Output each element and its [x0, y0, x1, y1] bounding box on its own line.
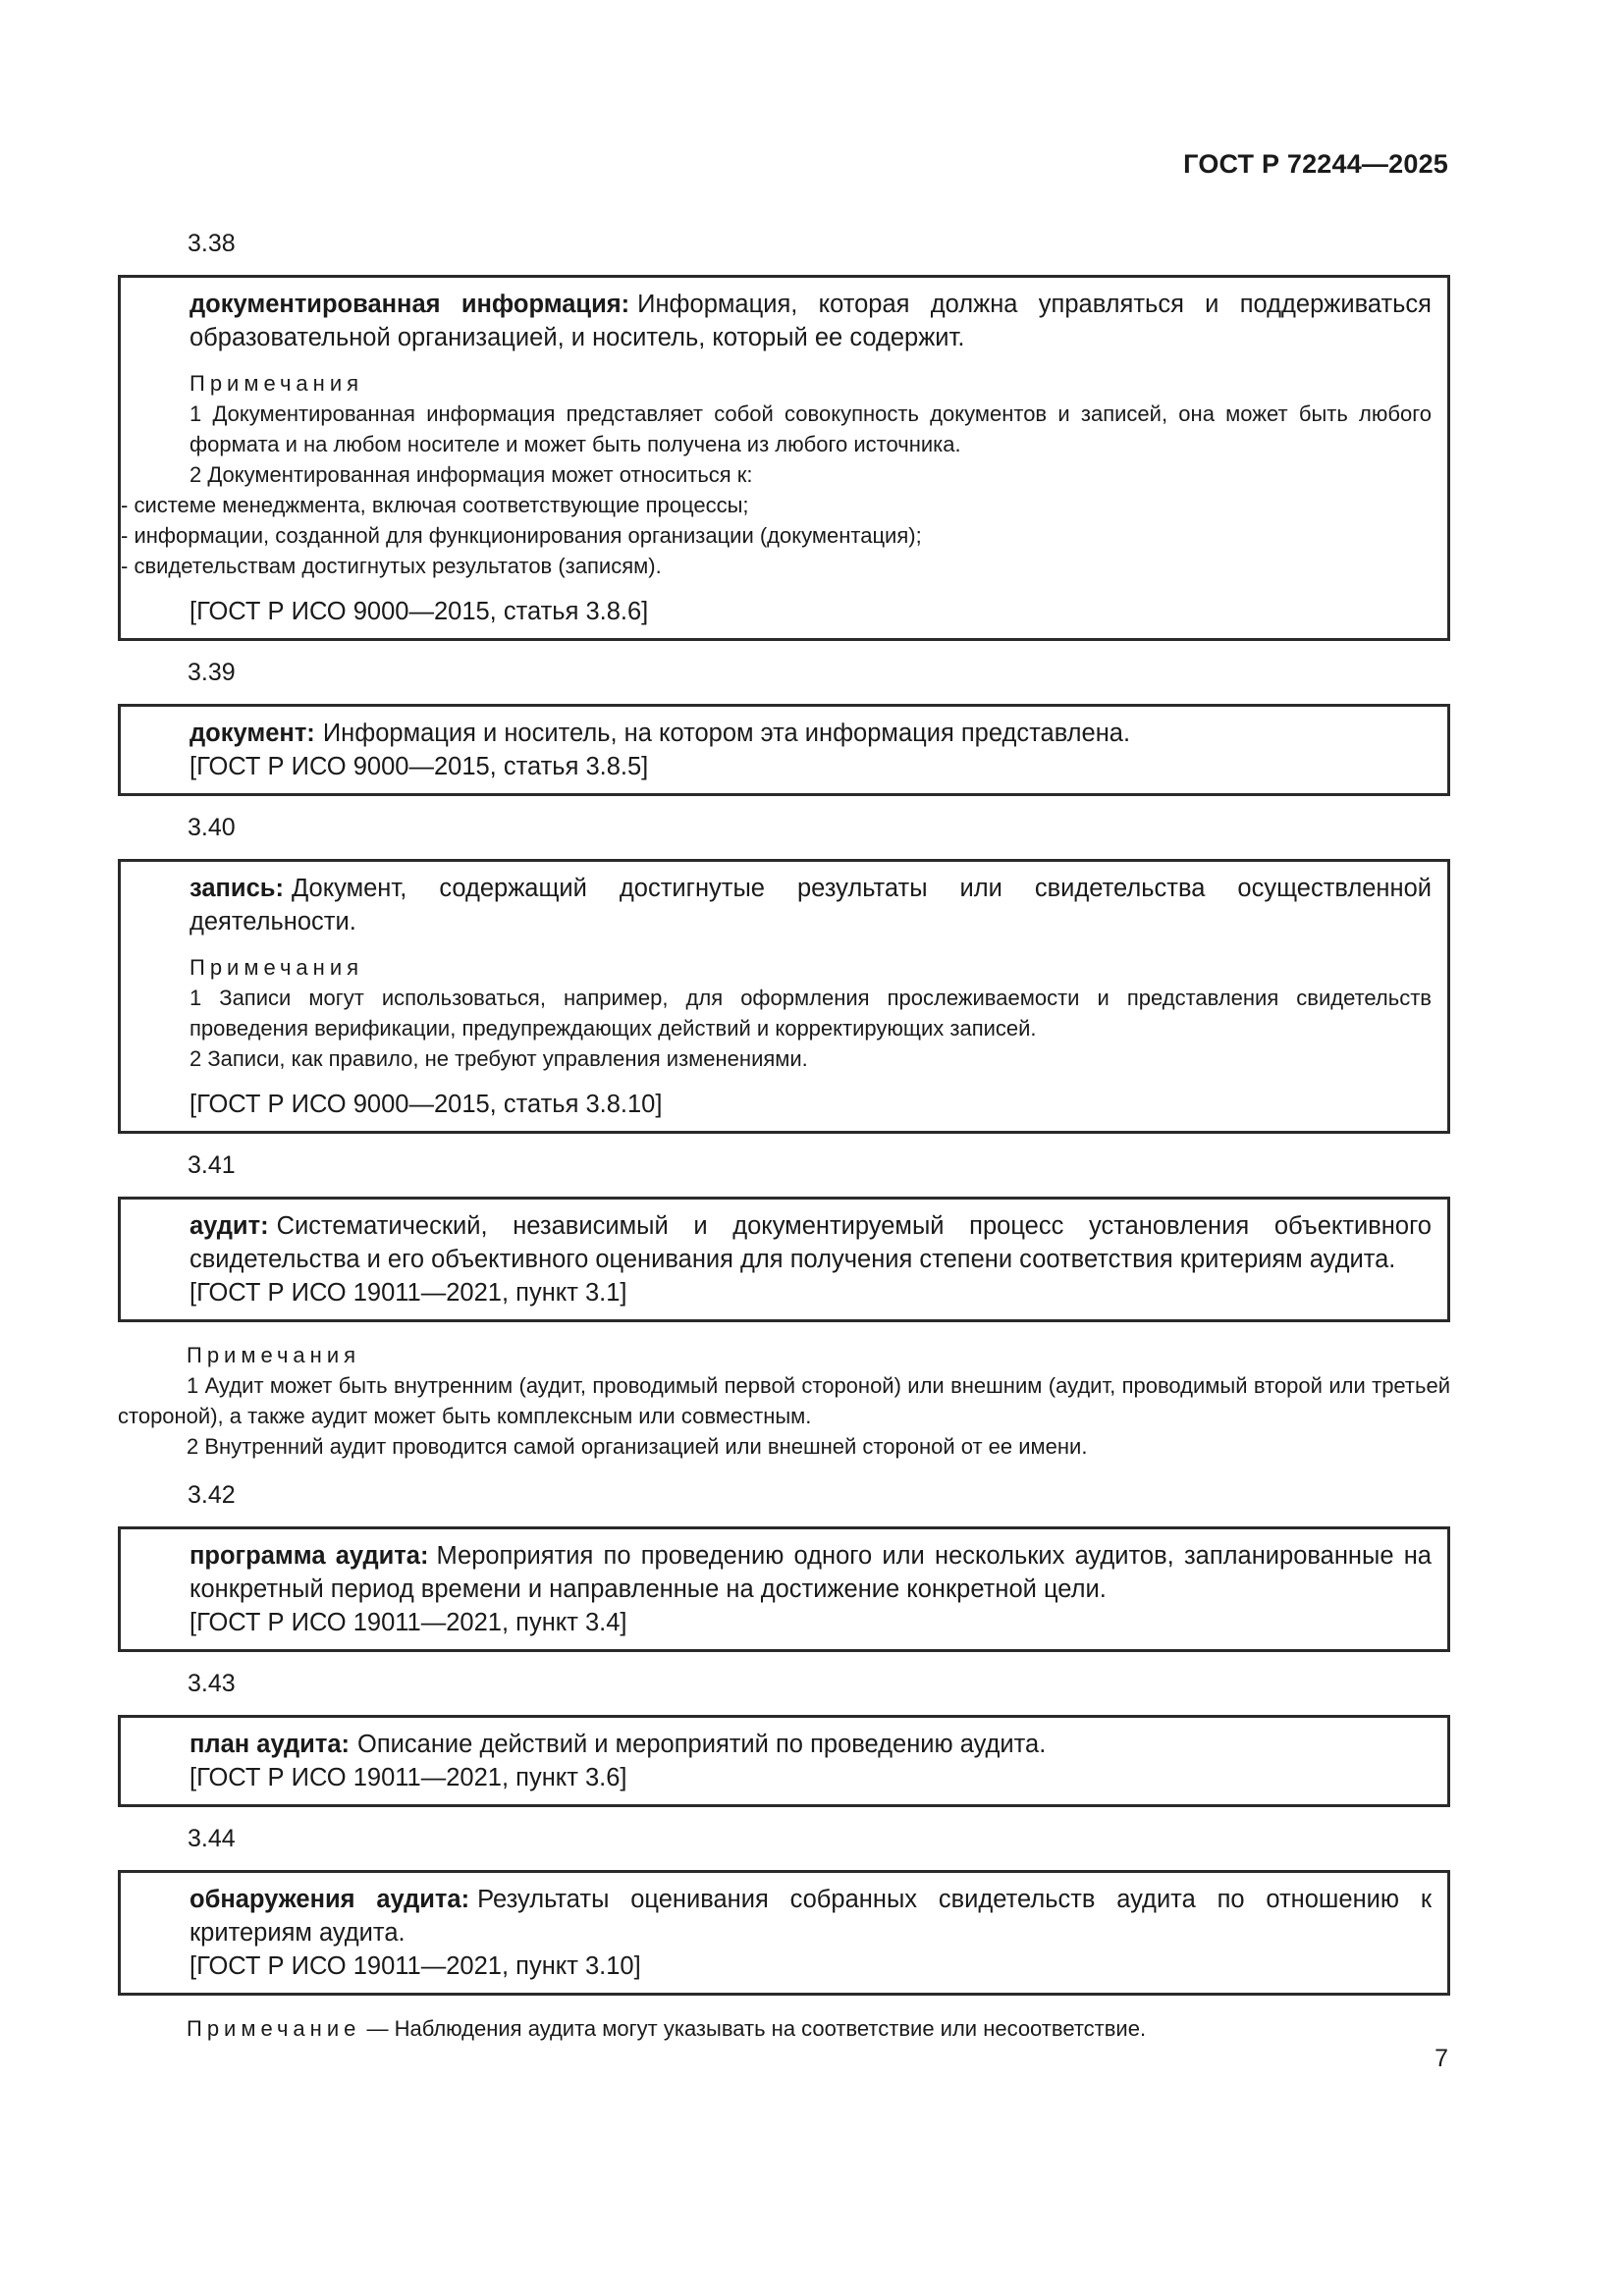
notes-title: Примечания [189, 955, 364, 980]
term-definition [189, 1209, 1432, 1276]
notes-block-outside [118, 1340, 1450, 1462]
term-definition [189, 717, 1432, 750]
term-number: 3.41 [188, 1151, 236, 1179]
term-number: 3.43 [188, 1670, 236, 1697]
term-number: 3.40 [188, 814, 236, 841]
source-reference: [ГОСТ Р ИСО 19011—2021, пункт 3.6] [189, 1764, 627, 1791]
term-box-3-39 [118, 704, 1450, 796]
term-definition [189, 1539, 1432, 1606]
document-body [118, 224, 1450, 2044]
definition-text: Систематический, независимый и документируемый процесс установления объективного свидетельства и его объективного оценивания для получения степени соответствия критериям аудита. [189, 1212, 1432, 1273]
term-definition [189, 872, 1432, 938]
term-name: документированная информация: [189, 291, 630, 318]
term-number: 3.38 [188, 230, 236, 257]
term-number: 3.39 [188, 659, 236, 686]
term-box-3-43 [118, 1715, 1450, 1807]
source-reference: [ГОСТ Р ИСО 9000—2015, статья 3.8.10] [189, 1091, 663, 1118]
source-reference: [ГОСТ Р ИСО 19011—2021, пункт 3.10] [189, 1952, 641, 1980]
notes-title: Примечания [187, 1343, 361, 1367]
final-note-text: — Наблюдения аудита могут указывать на соответствие или несоответствие. [366, 2016, 1147, 2041]
term-box-3-42 [118, 1526, 1450, 1652]
definition-text: Информация и носитель, на котором эта информация представлена. [322, 720, 1131, 747]
notes-block [121, 368, 1432, 581]
final-note-title: Примечание [187, 2016, 361, 2041]
definition-text: Мероприятия по проведению одного или нескольких аудитов, запланированные на конкретный период времени и направленные на достижение конкретной цели. [189, 1542, 1432, 1603]
term-box-3-41 [118, 1197, 1450, 1322]
source-reference: [ГОСТ Р ИСО 9000—2015, статья 3.8.5] [189, 753, 649, 780]
source-reference: [ГОСТ Р ИСО 9000—2015, статья 3.8.6] [189, 598, 649, 625]
term-box-3-44 [118, 1870, 1450, 1996]
note-list-item: - информации, созданной для функционирования организации (документация); [121, 523, 922, 548]
term-name: обнаружения аудита: [189, 1886, 470, 1913]
note-item: 2 Документированная информация может относиться к: [189, 462, 753, 487]
note-item: 2 Записи, как правило, не требуют управления изменениями. [189, 1046, 808, 1071]
note-item: 2 Внутренний аудит проводится самой организацией или внешней стороной от ее имени. [187, 1434, 1088, 1459]
term-number: 3.44 [188, 1825, 236, 1852]
note-list-item: - системе менеджмента, включая соответствующие процессы; [121, 493, 749, 517]
term-definition [189, 1883, 1432, 1949]
definition-text: Описание действий и мероприятий по проведению аудита. [357, 1731, 1047, 1758]
term-name: программа аудита: [189, 1542, 429, 1570]
page-number: 7 [1435, 2045, 1448, 2072]
term-number: 3.42 [188, 1481, 236, 1509]
note-item: 1 Аудит может быть внутренним (аудит, проводимый первой стороной) или внешним (аудит, проводимый второй или третьей стороной), а также аудит может быть комплексным или совместным. [118, 1373, 1450, 1428]
term-box-3-38 [118, 275, 1450, 641]
term-name: запись: [189, 875, 284, 902]
notes-title: Примечания [189, 371, 364, 396]
note-item: 1 Документированная информация представляет собой совокупность документов и записей, она может быть любого формата и на любом носителе и может быть получена из любого источника. [189, 401, 1432, 456]
term-definition [189, 1728, 1432, 1761]
source-reference: [ГОСТ Р ИСО 19011—2021, пункт 3.4] [189, 1609, 627, 1636]
standard-identifier: ГОСТ Р 72244—2025 [1183, 149, 1448, 179]
term-name: документ: [189, 720, 315, 747]
definition-text: Результаты оценивания собранных свидетельств аудита по отношению к критериям аудита. [189, 1886, 1432, 1947]
final-note [118, 2013, 1450, 2044]
notes-block [189, 952, 1432, 1074]
term-definition [189, 288, 1432, 354]
definition-text: Информация, которая должна управляться и поддерживаться образовательной организацией, и носитель, который ее содержит. [189, 291, 1432, 351]
term-name: план аудита: [189, 1731, 351, 1758]
source-reference: [ГОСТ Р ИСО 19011—2021, пункт 3.1] [189, 1279, 627, 1307]
term-name: аудит: [189, 1212, 269, 1240]
definition-text: Документ, содержащий достигнутые результаты или свидетельства осуществленной деятельности. [189, 875, 1432, 935]
note-item: 1 Записи могут использоваться, например, для оформления прослеживаемости и представления свидетельств проведения верификации, предупреждающих действий и корректирующих записей. [189, 986, 1432, 1041]
term-box-3-40 [118, 859, 1450, 1134]
note-list-item: - свидетельствам достигнутых результатов (записям). [121, 554, 662, 578]
